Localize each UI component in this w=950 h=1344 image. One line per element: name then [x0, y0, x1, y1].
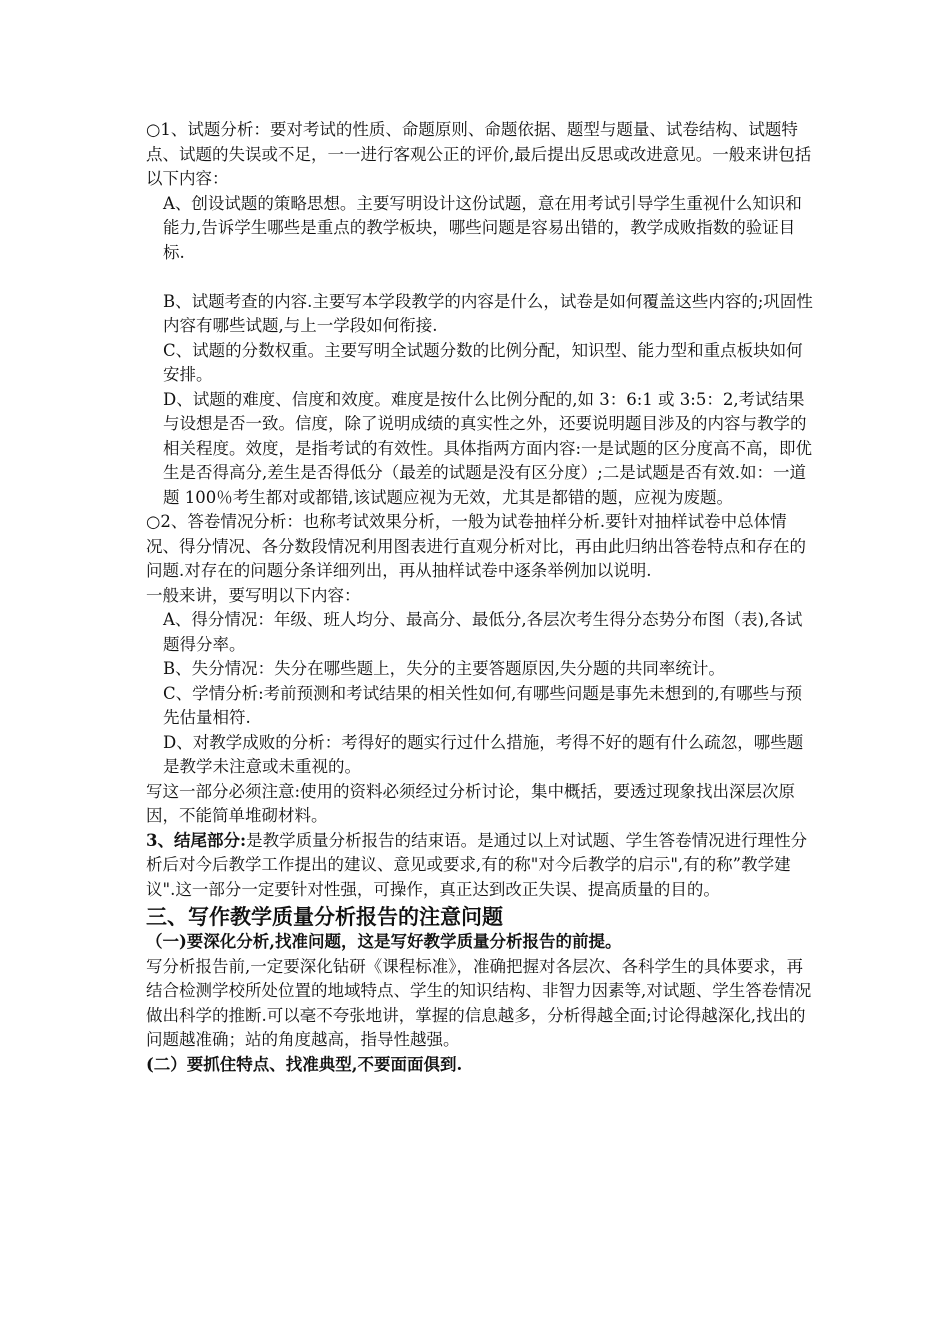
paragraph-subsection-one: 写分析报告前,一定要深化钻研《课程标准》，准确把握对各层次、各科学生的具体要求，再结合检测学校所处位置的地域特点、学生的知识结构、非智力因素等,对试题、学生答卷情况做出科学的推断.可以毫不夸张地讲，掌握的信息越多，分析得越全面;讨论得越深化,找出的问题越准确；站的角度越高，指导性越强。	[146, 956, 812, 1049]
paragraph-item-b: B、试题考查的内容.主要写本学段教学的内容是什么，试卷是如何覆盖这些内容的;巩固性内容有哪些试题,与上一学段如何衔接.	[163, 291, 813, 335]
paragraph-item-a2: A、得分情况：年级、班人均分、最高分、最低分,各层次考生得分态势分布图（表),各试题得分率。	[163, 610, 803, 654]
paragraph-item-d2: D、对教学成败的分析：考得好的题实行过什么措施，考得不好的题有什么疏忽，哪些题是教学未注意或未重视的。	[163, 732, 804, 776]
paragraph-test-analysis: ○1、试题分析：要对考试的性质、命题原则、命题依据、题型与题量、试卷结构、试题特点、试题的失误或不足，一一进行客观公正的评价,最后提出反思或改进意见。一般来讲包括以下内容：	[146, 120, 812, 188]
paragraph-item-d: D、试题的难度、信度和效度。难度是按什么比例分配的,如 3：6:1 或 3:5：2,考试结果与设想是否一致。信度，除了说明成绩的真实性之外，还要说明题目涉及的内容与教学的相关程度。效度，是指考试的有效性。具体指两方面内容:一是试题的区分度高不高，即优生是否得高分,差生是否得低分（最差的试题是没有区分度）;二是试题是否有效.如：一道题 100％考生都对或都错,该试题应视为无效，尤其是都错的题，应视为废题。	[163, 389, 813, 507]
subheading-two: (二）要抓住特点、找准典型,不要面面俱到.	[146, 1054, 463, 1074]
paragraph-item-b2: B、失分情况：失分在哪些题上，失分的主要答题原因,失分题的共同率统计。	[163, 659, 725, 678]
paragraph-answer-analysis: ○2、答卷情况分析：也称考试效果分析，一般为试卷抽样分析.要针对抽样试卷中总体情况、得分情况、各分数段情况利用图表进行直观分析对比，再由此归纳出答卷特点和存在的问题.对存在的问题分条详细列出，再从抽样试卷中逐条举例加以说明.	[146, 512, 806, 580]
paragraph-item-c: C、试题的分数权重。主要写明全试题分数的比例分配，知识型、能力型和重点板块如何安排。	[163, 340, 803, 384]
paragraph-general: 一般来讲，要写明以下内容：	[146, 585, 361, 605]
document-page	[146, 118, 816, 1077]
paragraph-conclusion	[146, 829, 816, 903]
paragraph-item-c2: C、学情分析:考前预测和考试结果的相关性如何,有哪些问题是事先未想到的,有哪些与预先估量相符.	[163, 683, 803, 727]
section-heading: 三、写作教学质量分析报告的注意问题	[146, 904, 503, 929]
subheading-one: （一)要深化分析,找准问题，这是写好教学质量分析报告的前提。	[146, 932, 622, 951]
paragraph-note: 写这一部分必须注意:使用的资料必须经过分析讨论，集中概括，要透过现象找出深层次原因，不能简单堆砌材料。	[146, 781, 796, 825]
conclusion-lead: 3、结尾部分:	[146, 830, 247, 850]
paragraph-item-a: A、创设试题的策略思想。主要写明设计这份试题，意在用考试引导学生重视什么知识和能力,告诉学生哪些是重点的教学板块，哪些问题是容易出错的，教学成败指数的验证目标.	[163, 193, 802, 262]
blank-line	[146, 265, 816, 290]
conclusion-text: 是教学质量分析报告的结束语。是通过以上对试题、学生答卷情况进行理性分析后对今后教学工作提出的建议、意见或要求,有的称"对今后教学的启示",有的称”教学建议".这一部分一定要针对性强，可操作，真正达到改正失误、提高质量的目的。	[146, 830, 808, 899]
